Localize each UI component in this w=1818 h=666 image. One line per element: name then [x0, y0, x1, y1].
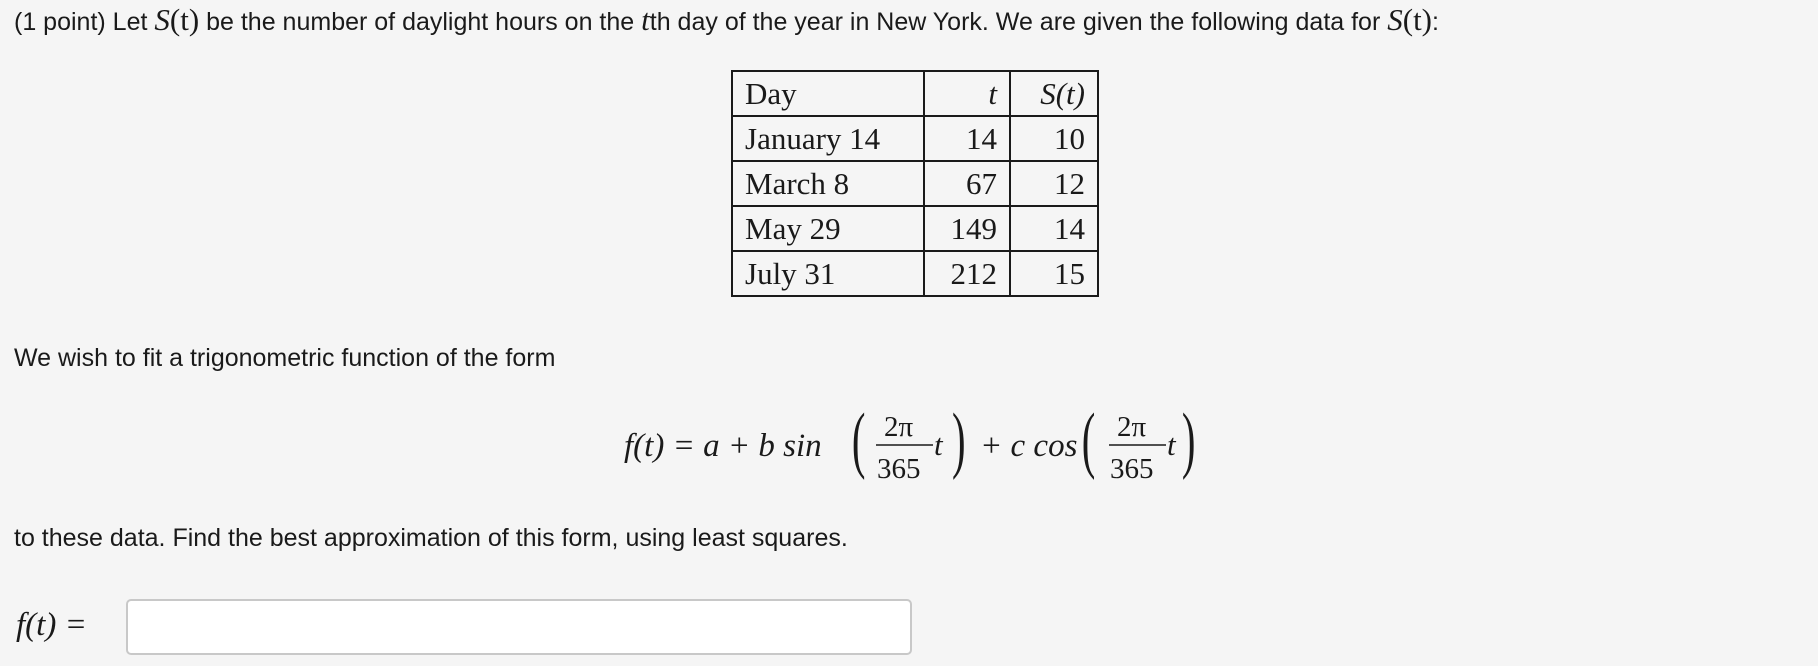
cell-day: May 29 [732, 206, 924, 251]
cell-day: January 14 [732, 116, 924, 161]
answer-label: f(t) = [16, 607, 87, 643]
table-row [732, 251, 1098, 296]
intro-text-pre: Let [112, 8, 148, 36]
table-row [732, 161, 1098, 206]
left-paren-1: ( [851, 398, 866, 481]
math-S-2: S [1387, 2, 1403, 37]
right-paren-2: ) [1181, 398, 1196, 481]
cell-S: 15 [1010, 251, 1098, 296]
formula-middle: + c cos [980, 428, 1078, 464]
answer-input[interactable] [126, 599, 912, 655]
intro-text-end: : [1432, 8, 1439, 36]
table-row [732, 116, 1098, 161]
right-paren-1: ) [952, 398, 966, 481]
formula [622, 398, 1202, 493]
math-arg-2: (t) [1402, 2, 1433, 37]
formula-var-1: t [934, 427, 943, 462]
formula-var-2: t [1167, 427, 1176, 462]
formula-lhs: f(t) = a + b sin [624, 428, 822, 464]
left-paren-2: ( [1081, 398, 1096, 481]
problem-intro [14, 2, 1439, 40]
math-S: S [154, 2, 170, 37]
cell-t: 212 [924, 251, 1010, 296]
cell-day: July 31 [732, 251, 924, 296]
table-header-row [732, 71, 1098, 116]
data-table [731, 70, 1099, 297]
fit-description: We wish to fit a trigonometric function of the form [14, 344, 556, 372]
task-description: to these data. Find the best approximation of this form, using least squares. [14, 524, 848, 552]
cell-t: 149 [924, 206, 1010, 251]
cell-day: March 8 [732, 161, 924, 206]
cell-t: 67 [924, 161, 1010, 206]
math-t: t [641, 2, 650, 37]
cell-S: 10 [1010, 116, 1098, 161]
cell-t: 14 [924, 116, 1010, 161]
cell-S: 12 [1010, 161, 1098, 206]
header-S: S(t) [1010, 71, 1098, 116]
fraction-denominator-1: 365 [877, 453, 921, 485]
math-arg: (t) [169, 2, 200, 37]
fraction-denominator-2: 365 [1110, 453, 1154, 485]
header-t: t [924, 71, 1010, 116]
fraction-numerator-1: 2π [884, 411, 914, 443]
table-row [732, 206, 1098, 251]
fraction-numerator-2: 2π [1117, 411, 1147, 443]
points-label: (1 point) [14, 8, 106, 36]
intro-text-mid1: be the number of daylight hours on the [206, 8, 635, 36]
header-day: Day [732, 71, 924, 116]
cell-S: 14 [1010, 206, 1098, 251]
intro-text-mid2: th day of the year in New York. We are given the following data for [649, 8, 1381, 36]
